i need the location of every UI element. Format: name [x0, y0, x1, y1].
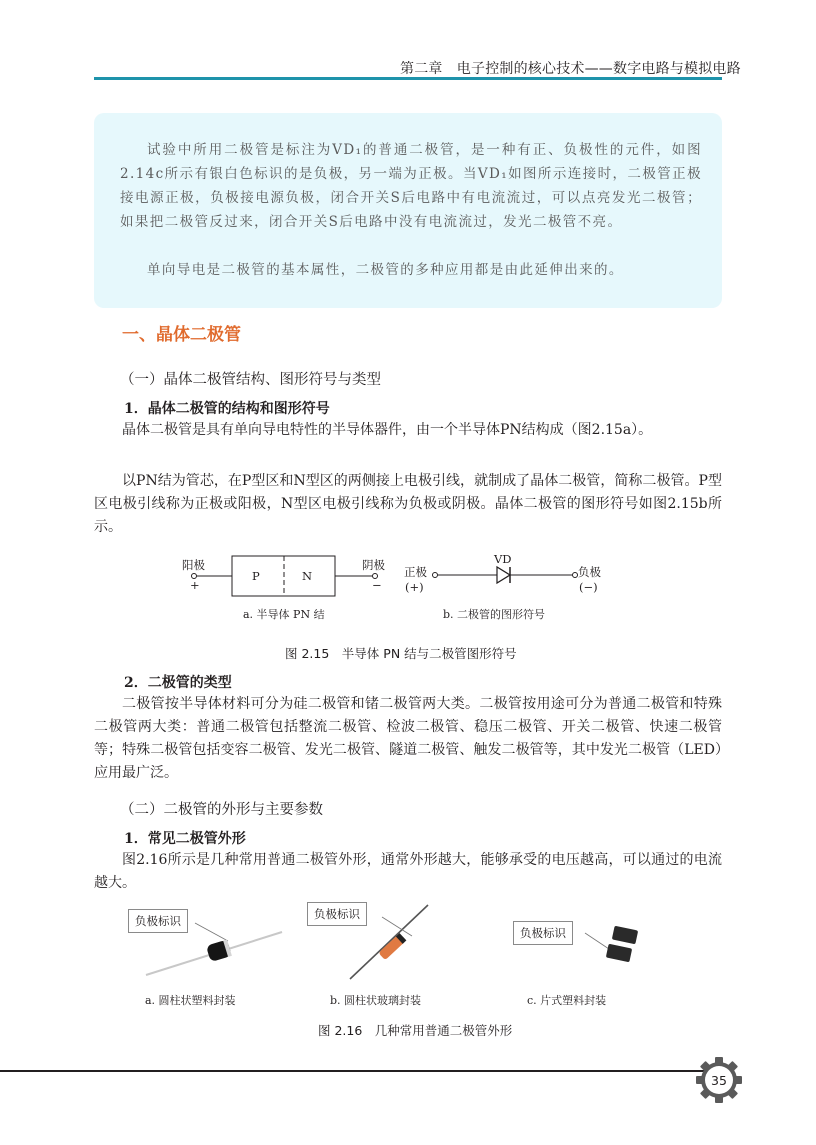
positive-label: 正极	[404, 565, 427, 579]
diode-triangle	[497, 567, 510, 583]
page-number: 35	[711, 1073, 727, 1088]
footer-rule	[0, 1070, 704, 1072]
item-title-appearance: 1．常见二极管外形	[124, 831, 246, 847]
cathode-marker-label-b: 负极标识	[307, 902, 367, 926]
chip-diode-2	[606, 944, 632, 963]
figure-2-16a-caption: a. 圆柱状塑料封装	[145, 994, 236, 1007]
marker-pointer	[195, 923, 228, 941]
negative-sign: (−)	[579, 580, 598, 594]
subsection-title-2: （二）二极管的外形与主要参数	[120, 802, 323, 818]
intro-paragraph-1: 试验中所用二极管是标注为VD₁的普通二极管，是一种有正、负极性的元件，如图2.14c所示有银白色标识的是负极，另一端为正极。当VD₁如图所示连接时，二极管正极接电源正极，负极接电源负极，闭合开关S后电路中有电流流过，可以点亮发光二极管；如果把二极管反过来，闭合开关S后电路中没有电流流过，发光二极管不亮。	[120, 142, 702, 230]
marker-pointer	[382, 917, 412, 936]
positive-terminal	[433, 573, 438, 578]
figure-2-16-photos	[110, 895, 670, 995]
plus-sign: +	[190, 578, 200, 592]
diode-photo-chip	[585, 926, 638, 963]
paragraph-appearance: 图2.16所示是几种常用普通二极管外形，通常外形越大，能够承受的电压越高，可以通过的电流越大。	[94, 852, 722, 891]
figure-2-15a-caption: a. 半导体 PN 结	[243, 608, 325, 621]
minus-sign: −	[372, 578, 382, 592]
intro-paragraph-2: 单向导电是二极管的基本属性，二极管的多种应用都是由此延伸出来的。	[147, 262, 624, 278]
diode-symbol	[433, 567, 578, 583]
subsection-title-1: （一）晶体二极管结构、图形符号与类型	[120, 372, 381, 388]
p-region-label: P	[252, 569, 260, 583]
cathode-label: 阴极	[362, 558, 385, 572]
negative-label: 负极	[578, 565, 601, 579]
header-rule	[94, 77, 722, 80]
paragraph-diode-definition: 以PN结为管芯，在P型区和N型区的两侧接上电极引线，就制成了晶体二极管，简称二极管。P型区电极引线称为正极或阳极，N型区电极引线称为负极或阴极。晶体二极管的图形符号如图2.15b所示。	[94, 473, 722, 535]
positive-sign: (+)	[405, 580, 424, 594]
item-title-types: 2．二极管的类型	[124, 675, 232, 691]
pn-junction-diagram	[192, 556, 378, 596]
figure-2-15-caption: 图 2.15 半导体 PN 结与二极管图形符号	[285, 646, 517, 661]
figure-2-15b-caption: b. 二极管的图形符号	[443, 608, 546, 621]
figure-2-16c-caption: c. 片式塑料封装	[527, 994, 607, 1007]
vd-label: VD	[494, 552, 512, 566]
chapter-header: 第二章 电子控制的核心技术——数字电路与模拟电路	[400, 61, 741, 77]
figure-2-15-drawing	[170, 550, 630, 605]
cathode-marker-label-c: 负极标识	[513, 921, 573, 945]
figure-2-16-caption: 图 2.16 几种常用普通二极管外形	[318, 1023, 513, 1038]
chip-diode-1	[612, 926, 638, 945]
cathode-marker-label-a: 负极标识	[128, 909, 188, 933]
n-region-label: N	[302, 569, 313, 583]
paragraph-diode-types: 二极管按半导体材料可分为硅二极管和锗二极管两大类。二极管按用途可分为普通二极管和特殊二极管两大类：普通二极管包括整流二极管、检波二极管、稳压二极管、开关二极管、快速二极管等；特殊二极管包括变容二极管、发光二极管、隧道二极管、触发二极管等，其中发光二极管（LED）应用最广泛。	[94, 696, 722, 781]
section-title: 一、晶体二极管	[122, 325, 241, 345]
item-title-structure: 1．晶体二极管的结构和图形符号	[124, 401, 330, 417]
paragraph-pn-junction: 晶体二极管是具有单向导电特性的半导体器件，由一个半导体PN结构成（图2.15a）。	[122, 422, 653, 438]
negative-terminal	[573, 573, 578, 578]
figure-2-16b-caption: b. 圆柱状玻璃封装	[330, 994, 422, 1007]
anode-label: 阳极	[182, 558, 205, 572]
